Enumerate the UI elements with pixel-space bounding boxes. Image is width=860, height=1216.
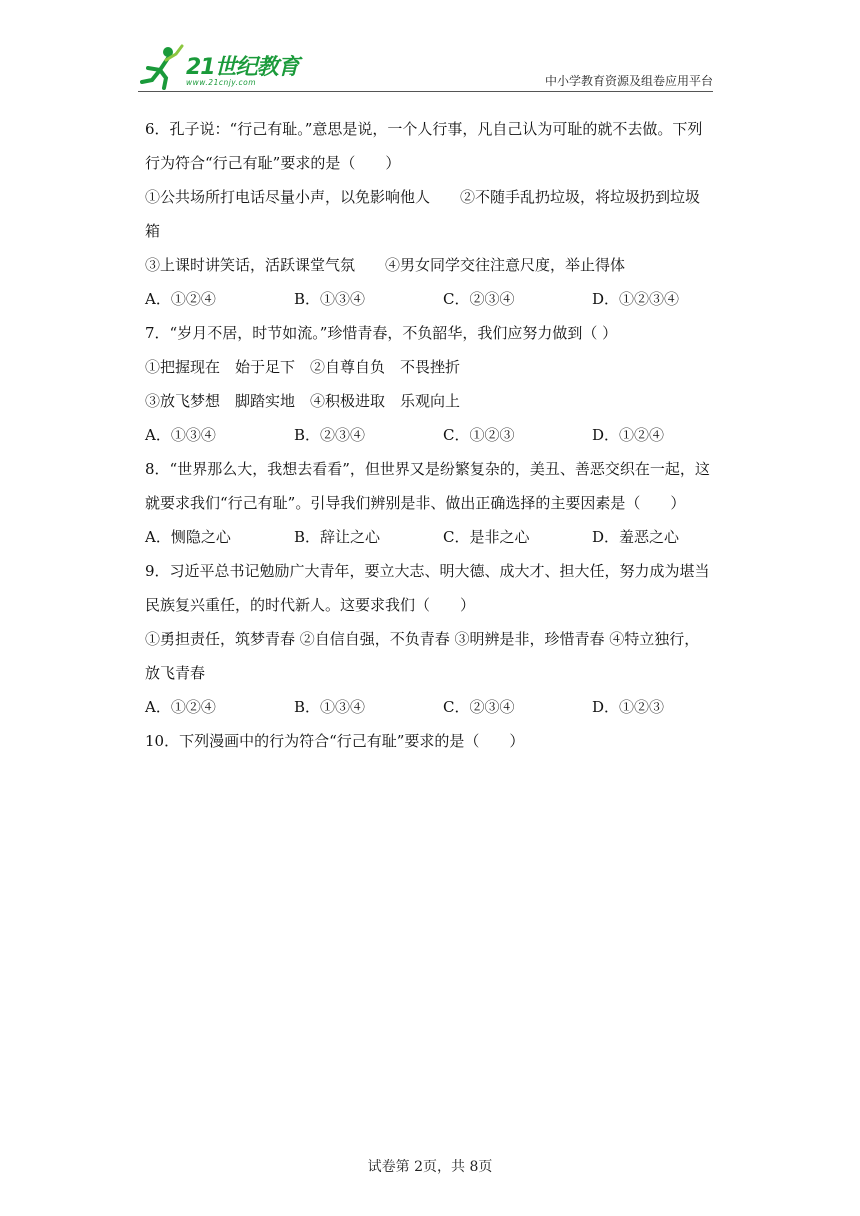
answer-option[interactable]: A．①②④ <box>145 290 216 308</box>
answer-option[interactable]: B．辞让之心 <box>294 528 381 546</box>
question-list <box>145 112 717 758</box>
answer-option[interactable]: D．①②③ <box>592 698 665 716</box>
question-block <box>145 112 717 316</box>
answer-option[interactable]: B．②③④ <box>294 426 366 444</box>
logo-text: 21世纪教育 <box>186 55 299 80</box>
question-stem-line: 7．“岁月不居，时节如流。”珍惜青春，不负韶华，我们应努力做到（ ） <box>145 324 618 342</box>
question-block <box>145 316 717 452</box>
statement-line: ③放飞梦想 脚踏实地 ④积极进取 乐观向上 <box>145 392 461 410</box>
answer-option[interactable]: D．羞恶之心 <box>592 528 680 546</box>
answer-option[interactable]: A．①②④ <box>145 698 216 716</box>
answer-option[interactable]: B．①③④ <box>294 290 366 308</box>
answer-option[interactable]: C．②③④ <box>443 290 515 308</box>
question-stem-line: 6．孔子说：“行己有耻。”意思是说，一个人行事，凡自己认为可耻的就不去做。下列 <box>145 120 703 138</box>
answer-option[interactable]: A．①③④ <box>145 426 216 444</box>
question-block <box>145 554 717 724</box>
question-block <box>145 724 717 758</box>
site-title: 中小学教育资源及组卷应用平台 <box>544 74 713 88</box>
question-stem-line: 9．习近平总书记勉励广大青年，要立大志、明大德、成大才、担大任，努力成为堪当 <box>145 562 710 580</box>
logo <box>138 42 318 92</box>
answer-options <box>145 520 717 554</box>
question-stem-line: 就要求我们“行己有耻”。引导我们辨别是非、做出正确选择的主要因素是（ ） <box>145 494 686 512</box>
question-stem-line: 民族复兴重任，的时代新人。这要求我们（ ） <box>145 596 476 614</box>
answer-option[interactable]: D．①②④ <box>592 426 665 444</box>
statement-line: 放飞青春 <box>145 664 206 682</box>
statement-line: ①勇担责任，筑梦青春 ②自信自强，不负青春 ③明辨是非，珍惜青春 ④特立独行， <box>145 630 700 648</box>
answer-option[interactable]: D．①②③④ <box>592 290 680 308</box>
question-stem-line: 10．下列漫画中的行为符合“行己有耻”要求的是（ ） <box>145 732 525 750</box>
logo-url: www.21cnjy.com <box>186 78 257 87</box>
statement-line: ①公共场所打电话尽量小声，以免影响他人 ②不随手乱扔垃圾，将垃圾扔到垃圾 <box>145 188 701 206</box>
answer-option[interactable]: B．①③④ <box>294 698 366 716</box>
statement-line: ①把握现在 始于足下 ②自尊自负 不畏挫折 <box>145 358 461 376</box>
answer-options <box>145 690 717 724</box>
answer-option[interactable]: C．①②③ <box>443 426 515 444</box>
page-number: 试卷第 2页，共 8页 <box>367 1159 493 1175</box>
page-header <box>138 42 713 94</box>
answer-option[interactable]: C．是非之心 <box>443 528 530 546</box>
question-stem-line: 8．“世界那么大，我想去看看”，但世界又是纷繁复杂的，美丑、善恶交织在一起，这 <box>145 460 710 478</box>
question-stem-line: 行为符合“行己有耻”要求的是（ ） <box>145 154 401 172</box>
statement-line: 箱 <box>145 222 161 240</box>
statement-line: ③上课时讲笑话，活跃课堂气氛 ④男女同学交往注意尺度，举止得体 <box>145 256 626 274</box>
runner-logo-icon <box>138 44 184 90</box>
answer-options <box>145 282 717 316</box>
answer-option[interactable]: A．恻隐之心 <box>145 528 231 546</box>
header-divider <box>138 91 713 92</box>
answer-option[interactable]: C．②③④ <box>443 698 515 716</box>
question-block <box>145 452 717 554</box>
answer-options <box>145 418 717 452</box>
